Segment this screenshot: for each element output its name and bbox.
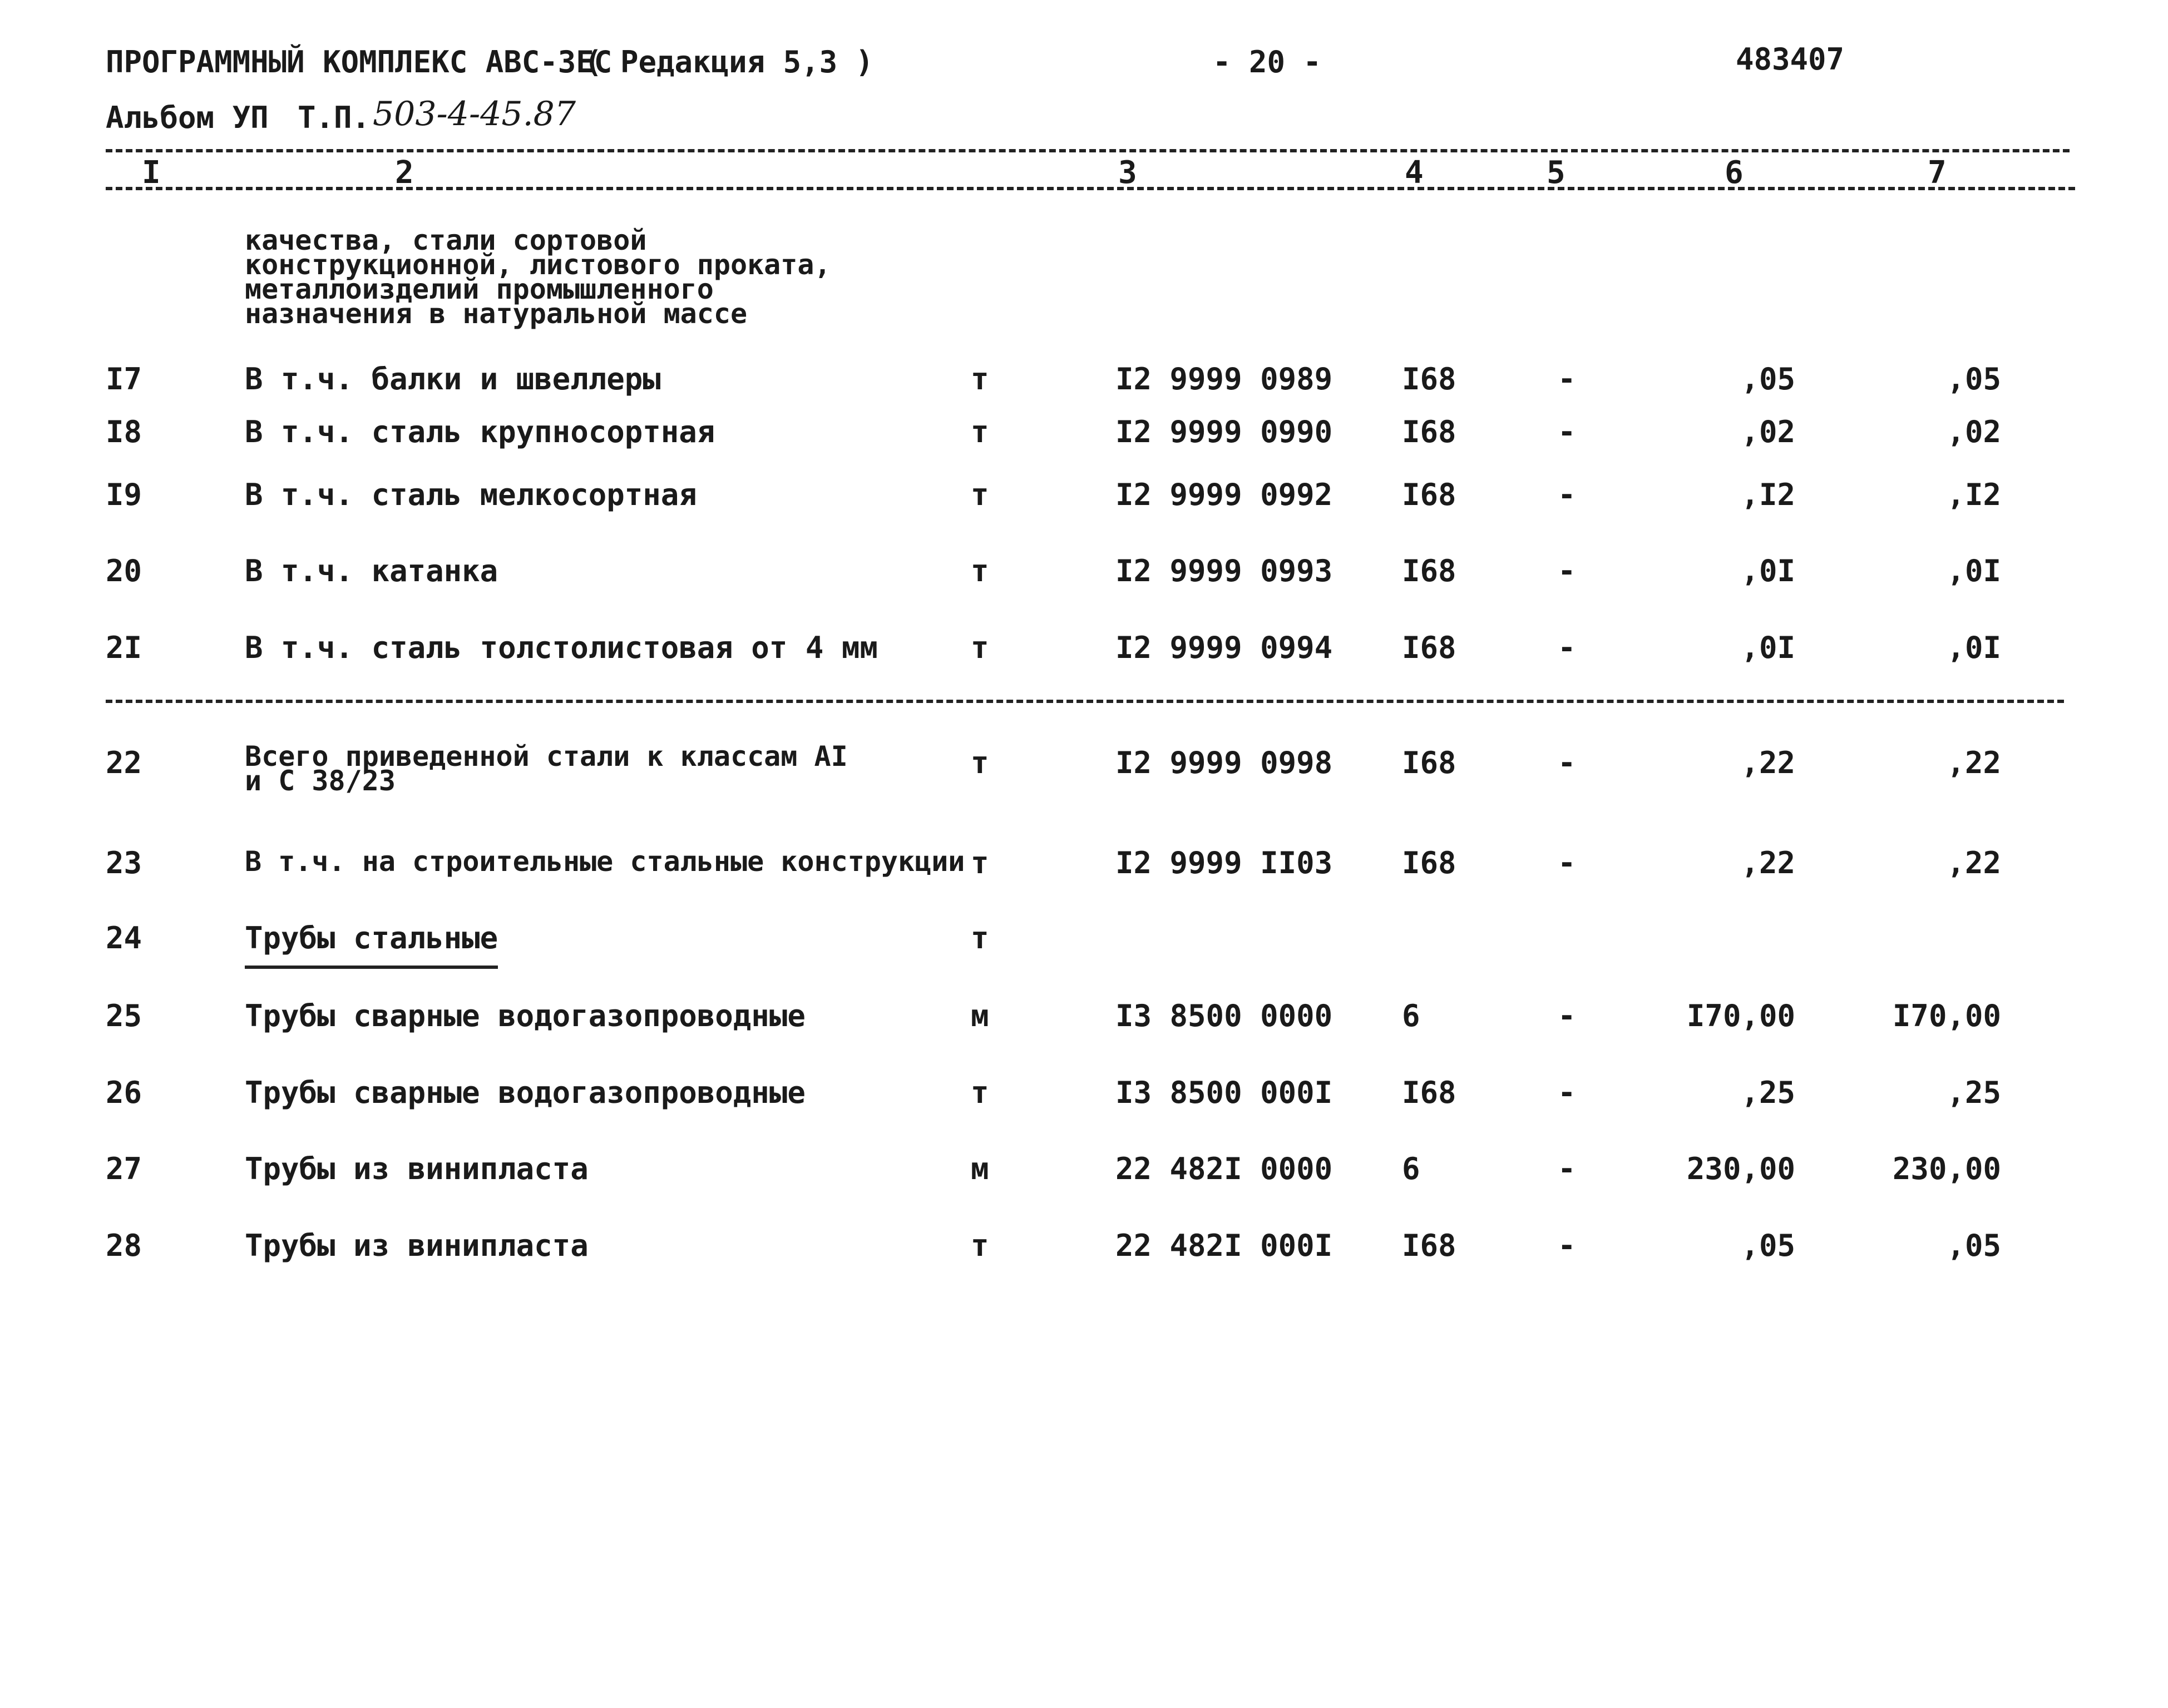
row-col5: - [1558,630,1576,665]
document-number: 483407 [1736,42,1845,77]
row-unit: т [971,362,989,397]
table-row-24 [0,920,2168,965]
row-col6: ,02 [1741,414,1795,449]
tp-label: Т.П. [298,100,371,135]
row-code: 22 482I 0000 [1115,1151,1333,1186]
row-description: В т.ч. балки и швеллеры [245,362,661,397]
intro-line: качества, стали сортовой [245,224,647,256]
row-col5: - [1558,414,1576,449]
row-unit: м [971,1151,989,1186]
row-col5: - [1558,362,1576,397]
row-col7: ,0I [1947,553,2001,588]
table-row-21 [0,630,2168,675]
table-row-25 [0,998,2168,1043]
table-row-19 [0,477,2168,522]
row-col6: ,0I [1741,553,1795,588]
row-col6: ,0I [1741,630,1795,665]
row-description: Всего приведенной стали к классам АI и С 38/23 [245,740,848,797]
row-col4: I68 [1402,362,1456,397]
program-title: ПРОГРАММНЫЙ КОМПЛЕКС АВС-ЗЕС [106,44,613,80]
header-top-divider [106,149,2070,152]
header-bottom-divider [106,187,2075,190]
row-code: I2 9999 0990 [1115,414,1333,449]
row-number: 27 [106,1151,142,1186]
column-header-2: 2 [395,155,414,191]
row-col6: 230,00 [1686,1151,1795,1186]
row-col5: - [1558,745,1576,780]
row-col4: 6 [1402,998,1420,1033]
row-number: 26 [106,1075,142,1110]
row-col6: I70,00 [1686,998,1795,1033]
row-col5: - [1558,477,1576,512]
row-code: I2 9999 0989 [1115,362,1333,397]
row-code: 22 482I 000I [1115,1228,1333,1263]
row-col6: ,25 [1741,1075,1795,1110]
row-col7: ,25 [1947,1075,2001,1110]
row-col7: ,02 [1947,414,2001,449]
intro-line: металлоизделий промышленного [245,273,714,305]
row-col4: I68 [1402,745,1456,780]
tp-number-handwritten: 503-4-45.87 [373,95,576,133]
album-label: Альбом УП [106,100,269,135]
row-col5: - [1558,553,1576,588]
row-unit: т [971,477,989,512]
row-col6: ,05 [1741,362,1795,397]
column-header-3: 3 [1118,155,1137,191]
row-col5: - [1558,1228,1576,1263]
row-col4: I68 [1402,553,1456,588]
row-code: I3 8500 000I [1115,1075,1333,1110]
row-description: Трубы из винипласта [245,1151,589,1186]
row-code: I2 9999 0993 [1115,553,1333,588]
row-col7: ,I2 [1947,477,2001,512]
row-number: I8 [106,414,142,449]
row-col7: ,05 [1947,362,2001,397]
table-row-20 [0,553,2168,598]
row-number: 2I [106,630,142,665]
row-number: I9 [106,477,142,512]
row-number: 22 [106,745,142,780]
row-description: Трубы сварные водогазопроводные [245,1075,806,1110]
row-col7: ,22 [1947,745,2001,780]
table-row-17 [0,362,2168,406]
column-header-5: 5 [1547,155,1565,191]
table-row-18 [0,414,2168,459]
intro-line: конструкционной, листового проката, [245,249,831,281]
table-row-28 [0,1228,2168,1273]
row-description: В т.ч. катанка [245,553,498,588]
row-unit: т [971,1075,989,1110]
row-description: В т.ч. сталь крупносортная [245,414,715,449]
continuation-description [245,224,831,330]
row-col6: ,22 [1741,845,1795,880]
row-unit: т [971,745,989,780]
row-col5: - [1558,998,1576,1033]
row-unit: т [971,1228,989,1263]
row-number: 28 [106,1228,142,1263]
row-description: В т.ч. сталь мелкосортная [245,477,697,512]
row-code: I2 9999 II03 [1115,845,1333,880]
row-description: В т.ч. на строительные стальные конструкции [245,845,965,878]
row-unit: т [971,553,989,588]
row-col7: ,05 [1947,1228,2001,1263]
row-col7: I70,00 [1892,998,2001,1033]
column-header-7: 7 [1928,155,1947,191]
row-description: Трубы сварные водогазопроводные [245,998,806,1033]
page-number: - 20 - [1213,44,1322,80]
row-code: I2 9999 0992 [1115,477,1333,512]
row-col4: I68 [1402,477,1456,512]
row-col5: - [1558,845,1576,880]
row-col7: ,22 [1947,845,2001,880]
row-col7: 230,00 [1892,1151,2001,1186]
row-col4: I68 [1402,1228,1456,1263]
row-col4: I68 [1402,1075,1456,1110]
section-divider [106,700,2064,703]
table-row-22 [0,740,2168,812]
row-number: 24 [106,920,142,956]
row-col5: - [1558,1075,1576,1110]
row-unit: т [971,414,989,449]
row-number: 25 [106,998,142,1033]
table-row-26 [0,1075,2168,1120]
row-number: 20 [106,553,142,588]
row-col6: ,22 [1741,745,1795,780]
row-col4: I68 [1402,630,1456,665]
section-heading-steel-pipes: Трубы стальные [245,920,498,969]
edition-label: ( Редакция 5,3 ) [584,44,874,80]
row-col6: ,05 [1741,1228,1795,1263]
row-unit: м [971,998,989,1033]
row-col5: - [1558,1151,1576,1186]
row-col4: 6 [1402,1151,1420,1186]
row-number: 23 [106,845,142,880]
table-row-27 [0,1151,2168,1196]
row-description: В т.ч. сталь толстолистовая от 4 мм [245,630,878,665]
row-unit: т [971,920,989,956]
column-header-6: 6 [1725,155,1744,191]
row-code: I2 9999 0994 [1115,630,1333,665]
row-unit: т [971,630,989,665]
row-code: I2 9999 0998 [1115,745,1333,780]
intro-line: назначения в натуральной массе [245,298,748,330]
row-col4: I68 [1402,845,1456,880]
column-header-1: I [142,155,161,191]
row-col6: ,I2 [1741,477,1795,512]
column-header-4: 4 [1405,155,1424,191]
row-col7: ,0I [1947,630,2001,665]
row-number: I7 [106,362,142,397]
row-description: Трубы из винипласта [245,1228,589,1263]
row-col4: I68 [1402,414,1456,449]
row-unit: т [971,845,989,880]
row-code: I3 8500 0000 [1115,998,1333,1033]
table-row-23 [0,845,2168,890]
